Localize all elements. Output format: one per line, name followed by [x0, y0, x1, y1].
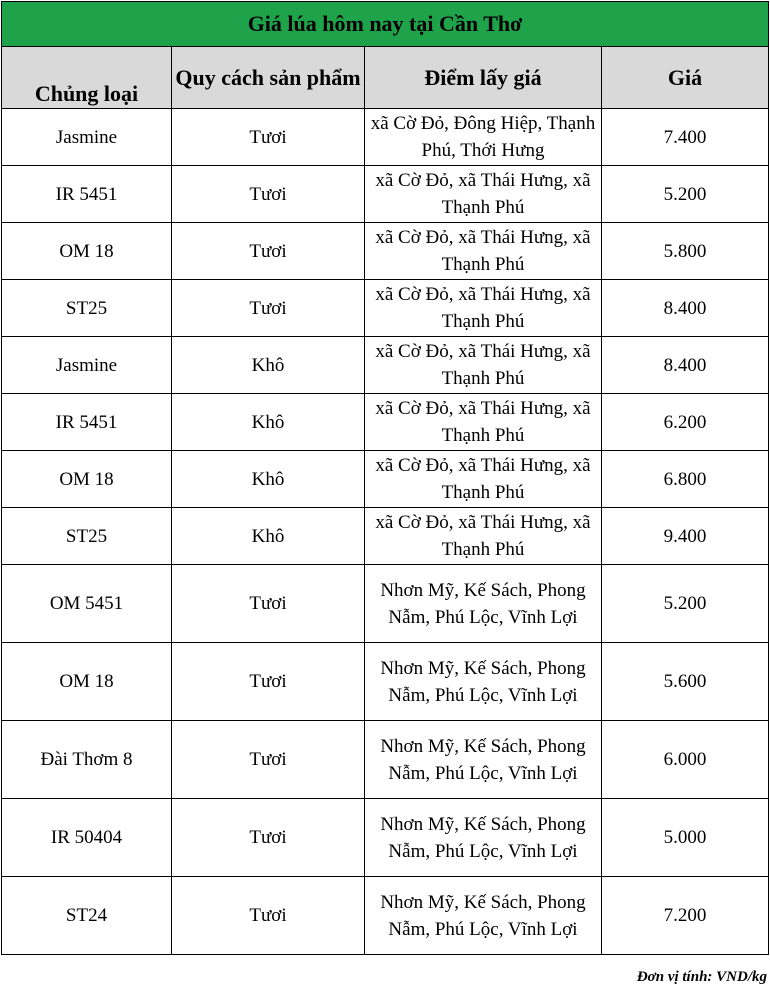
price-cell: 7.200	[602, 877, 769, 955]
location-cell: Nhơn Mỹ, Kế Sách, Phong Nẫm, Phú Lộc, Vĩnh Lợi	[365, 799, 602, 877]
spec-cell: Tươi	[172, 643, 365, 721]
spec-cell: Khô	[172, 508, 365, 565]
spec-cell: Khô	[172, 394, 365, 451]
table-row	[2, 280, 769, 337]
unit-footnote: Đơn vị tính: VND/kg	[636, 969, 767, 985]
spec-cell: Tươi	[172, 721, 365, 799]
price-cell: 9.400	[602, 508, 769, 565]
price-cell: 6.800	[602, 451, 769, 508]
header-spec: Quy cách sản phẩm	[172, 47, 365, 109]
table-row	[2, 877, 769, 955]
table-row	[2, 721, 769, 799]
location-cell: xã Cờ Đỏ, xã Thái Hưng, xã Thạnh Phú	[365, 337, 602, 394]
location-cell: xã Cờ Đỏ, Đông Hiệp, Thạnh Phú, Thới Hưng	[365, 109, 602, 166]
price-cell: 5.800	[602, 223, 769, 280]
table-row	[2, 508, 769, 565]
table-row	[2, 223, 769, 280]
spec-cell: Tươi	[172, 109, 365, 166]
location-cell: xã Cờ Đỏ, xã Thái Hưng, xã Thạnh Phú	[365, 451, 602, 508]
table-row	[2, 565, 769, 643]
price-cell: 8.400	[602, 337, 769, 394]
spec-cell: Khô	[172, 337, 365, 394]
location-cell: xã Cờ Đỏ, xã Thái Hưng, xã Thạnh Phú	[365, 394, 602, 451]
table-title: Giá lúa hôm nay tại Cần Thơ	[2, 2, 769, 47]
variety-cell: ST24	[2, 877, 172, 955]
location-cell: Nhơn Mỹ, Kế Sách, Phong Nẫm, Phú Lộc, Vĩnh Lợi	[365, 721, 602, 799]
price-cell: 5.200	[602, 166, 769, 223]
variety-cell: Jasmine	[2, 337, 172, 394]
table-row	[2, 109, 769, 166]
table-row	[2, 451, 769, 508]
variety-cell: OM 18	[2, 643, 172, 721]
header-variety: Chủng loại	[2, 47, 172, 109]
table-row	[2, 643, 769, 721]
table-row	[2, 394, 769, 451]
price-cell: 6.200	[602, 394, 769, 451]
location-cell: xã Cờ Đỏ, xã Thái Hưng, xã Thạnh Phú	[365, 508, 602, 565]
location-cell: Nhơn Mỹ, Kế Sách, Phong Nẫm, Phú Lộc, Vĩnh Lợi	[365, 643, 602, 721]
spec-cell: Tươi	[172, 223, 365, 280]
price-cell: 5.000	[602, 799, 769, 877]
variety-cell: IR 5451	[2, 166, 172, 223]
spec-cell: Tươi	[172, 166, 365, 223]
table-row	[2, 166, 769, 223]
spec-cell: Khô	[172, 451, 365, 508]
location-cell: xã Cờ Đỏ, xã Thái Hưng, xã Thạnh Phú	[365, 280, 602, 337]
variety-cell: OM 18	[2, 223, 172, 280]
price-table	[1, 1, 769, 955]
variety-cell: IR 5451	[2, 394, 172, 451]
variety-cell: ST25	[2, 280, 172, 337]
table-row	[2, 799, 769, 877]
location-cell: xã Cờ Đỏ, xã Thái Hưng, xã Thạnh Phú	[365, 166, 602, 223]
table-row	[2, 337, 769, 394]
spec-cell: Tươi	[172, 280, 365, 337]
location-cell: xã Cờ Đỏ, xã Thái Hưng, xã Thạnh Phú	[365, 223, 602, 280]
spec-cell: Tươi	[172, 877, 365, 955]
price-cell: 7.400	[602, 109, 769, 166]
price-cell: 8.400	[602, 280, 769, 337]
location-cell: Nhơn Mỹ, Kế Sách, Phong Nẫm, Phú Lộc, Vĩnh Lợi	[365, 877, 602, 955]
header-location: Điểm lấy giá	[365, 47, 602, 109]
price-cell: 6.000	[602, 721, 769, 799]
spec-cell: Tươi	[172, 565, 365, 643]
variety-cell: ST25	[2, 508, 172, 565]
price-cell: 5.200	[602, 565, 769, 643]
variety-cell: Đài Thơm 8	[2, 721, 172, 799]
header-price: Giá	[602, 47, 769, 109]
variety-cell: OM 18	[2, 451, 172, 508]
spec-cell: Tươi	[172, 799, 365, 877]
variety-cell: OM 5451	[2, 565, 172, 643]
variety-cell: Jasmine	[2, 109, 172, 166]
variety-cell: IR 50404	[2, 799, 172, 877]
location-cell: Nhơn Mỹ, Kế Sách, Phong Nẫm, Phú Lộc, Vĩnh Lợi	[365, 565, 602, 643]
price-cell: 5.600	[602, 643, 769, 721]
